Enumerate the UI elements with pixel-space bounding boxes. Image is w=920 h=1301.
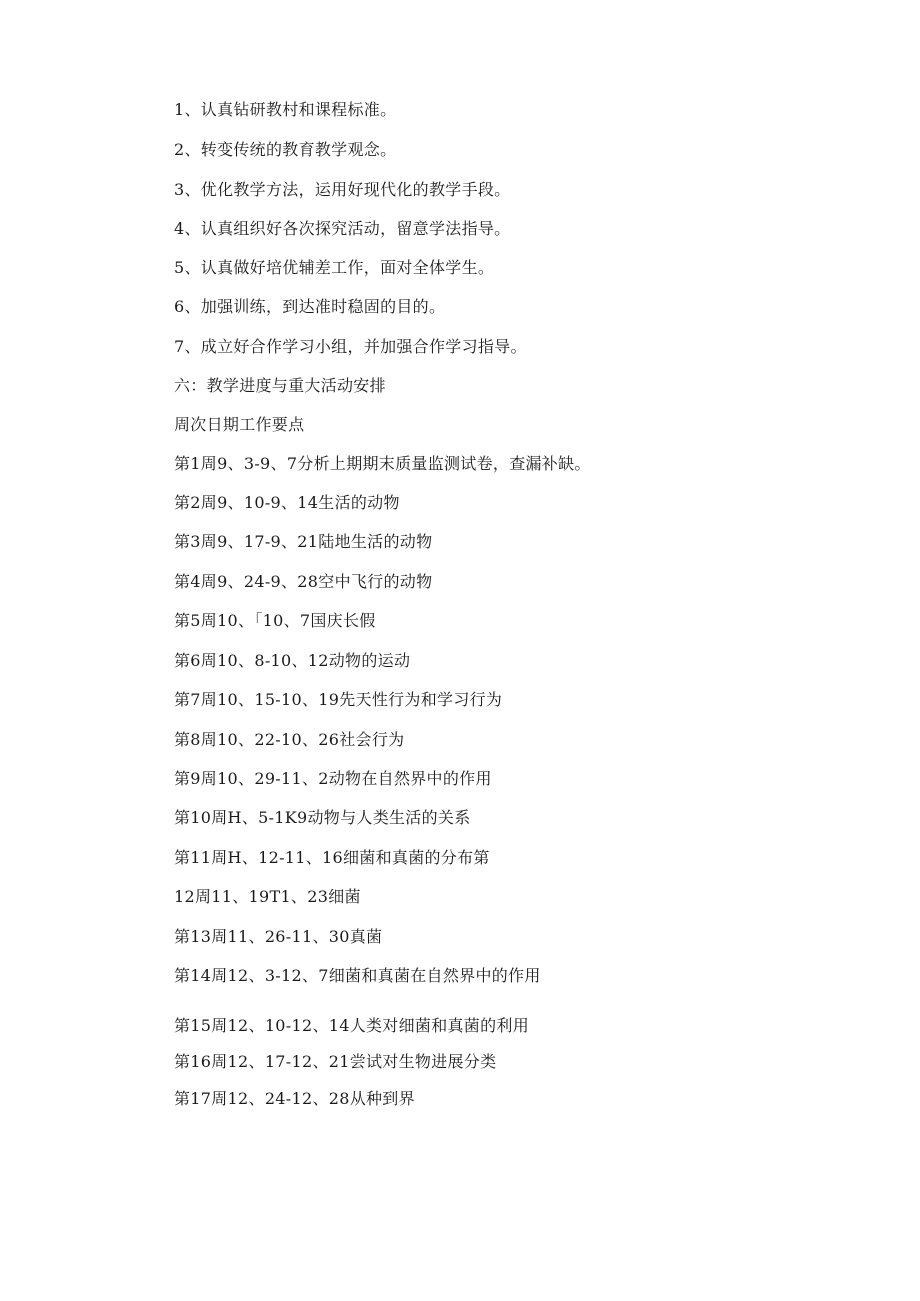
measure-item-7: 7、成立好合作学习小组，并加强合作学习指导。 — [174, 337, 527, 356]
schedule-row-week-8: 第8周10、22-10、26社会行为 — [174, 730, 405, 749]
schedule-row-week-7: 第7周10、15-10、19先天性行为和学习行为 — [174, 690, 503, 709]
measure-item-1: 1、认真钻研教村和课程标准。 — [174, 100, 397, 119]
schedule-row-week-2: 第2周9、10-9、14生活的动物 — [174, 493, 400, 512]
measure-item-2: 2、转变传统的教育教学观念。 — [174, 140, 397, 159]
schedule-row-week-3: 第3周9、17-9、21陆地生活的动物 — [174, 532, 433, 551]
schedule-row-week-4: 第4周9、24-9、28空中飞行的动物 — [174, 572, 433, 591]
schedule-table-header: 周次日期工作要点 — [174, 415, 305, 434]
schedule-row-week-13: 第13周11、26-11、30真菌 — [174, 927, 383, 946]
schedule-row-week-9: 第9周10、29-11、2动物在自然界中的作用 — [174, 769, 492, 788]
schedule-row-week-10: 第10周H、5-1K9动物与人类生活的关系 — [174, 808, 471, 827]
schedule-row-week-5: 第5周10、「10、7国庆长假 — [174, 611, 376, 630]
measure-item-5: 5、认真做好培优辅差工作，面对全体学生。 — [174, 258, 495, 277]
measure-item-4: 4、认真组织好各次探究活动，留意学法指导。 — [174, 219, 511, 238]
schedule-row-week-14: 第14周12、3-12、7细菌和真菌在自然界中的作用 — [174, 966, 541, 985]
schedule-row-week-6: 第6周10、8-10、12动物的运动 — [174, 651, 411, 670]
schedule-row-week-11: 第11周H、12-11、16细菌和真菌的分布第 — [174, 848, 490, 867]
measure-item-6: 6、加强训练，到达准时稳固的目的。 — [174, 297, 446, 316]
schedule-row-week-12: 12周11、19T1、23细菌 — [174, 887, 361, 906]
schedule-row-week-17: 第17周12、24-12、28从种到界 — [174, 1089, 415, 1108]
schedule-row-week-15: 第15周12、10-12、14人类对细菌和真菌的利用 — [174, 1016, 530, 1035]
section-heading: 六：教学进度与重大活动安排 — [174, 376, 386, 395]
schedule-row-week-16: 第16周12、17-12、21尝试对生物进展分类 — [174, 1052, 497, 1071]
schedule-row-week-1: 第1周9、3-9、7分析上期期末质量监测试卷，查漏补缺。 — [174, 454, 591, 473]
measure-item-3: 3、优化教学方法，运用好现代化的教学手段。 — [174, 180, 511, 199]
